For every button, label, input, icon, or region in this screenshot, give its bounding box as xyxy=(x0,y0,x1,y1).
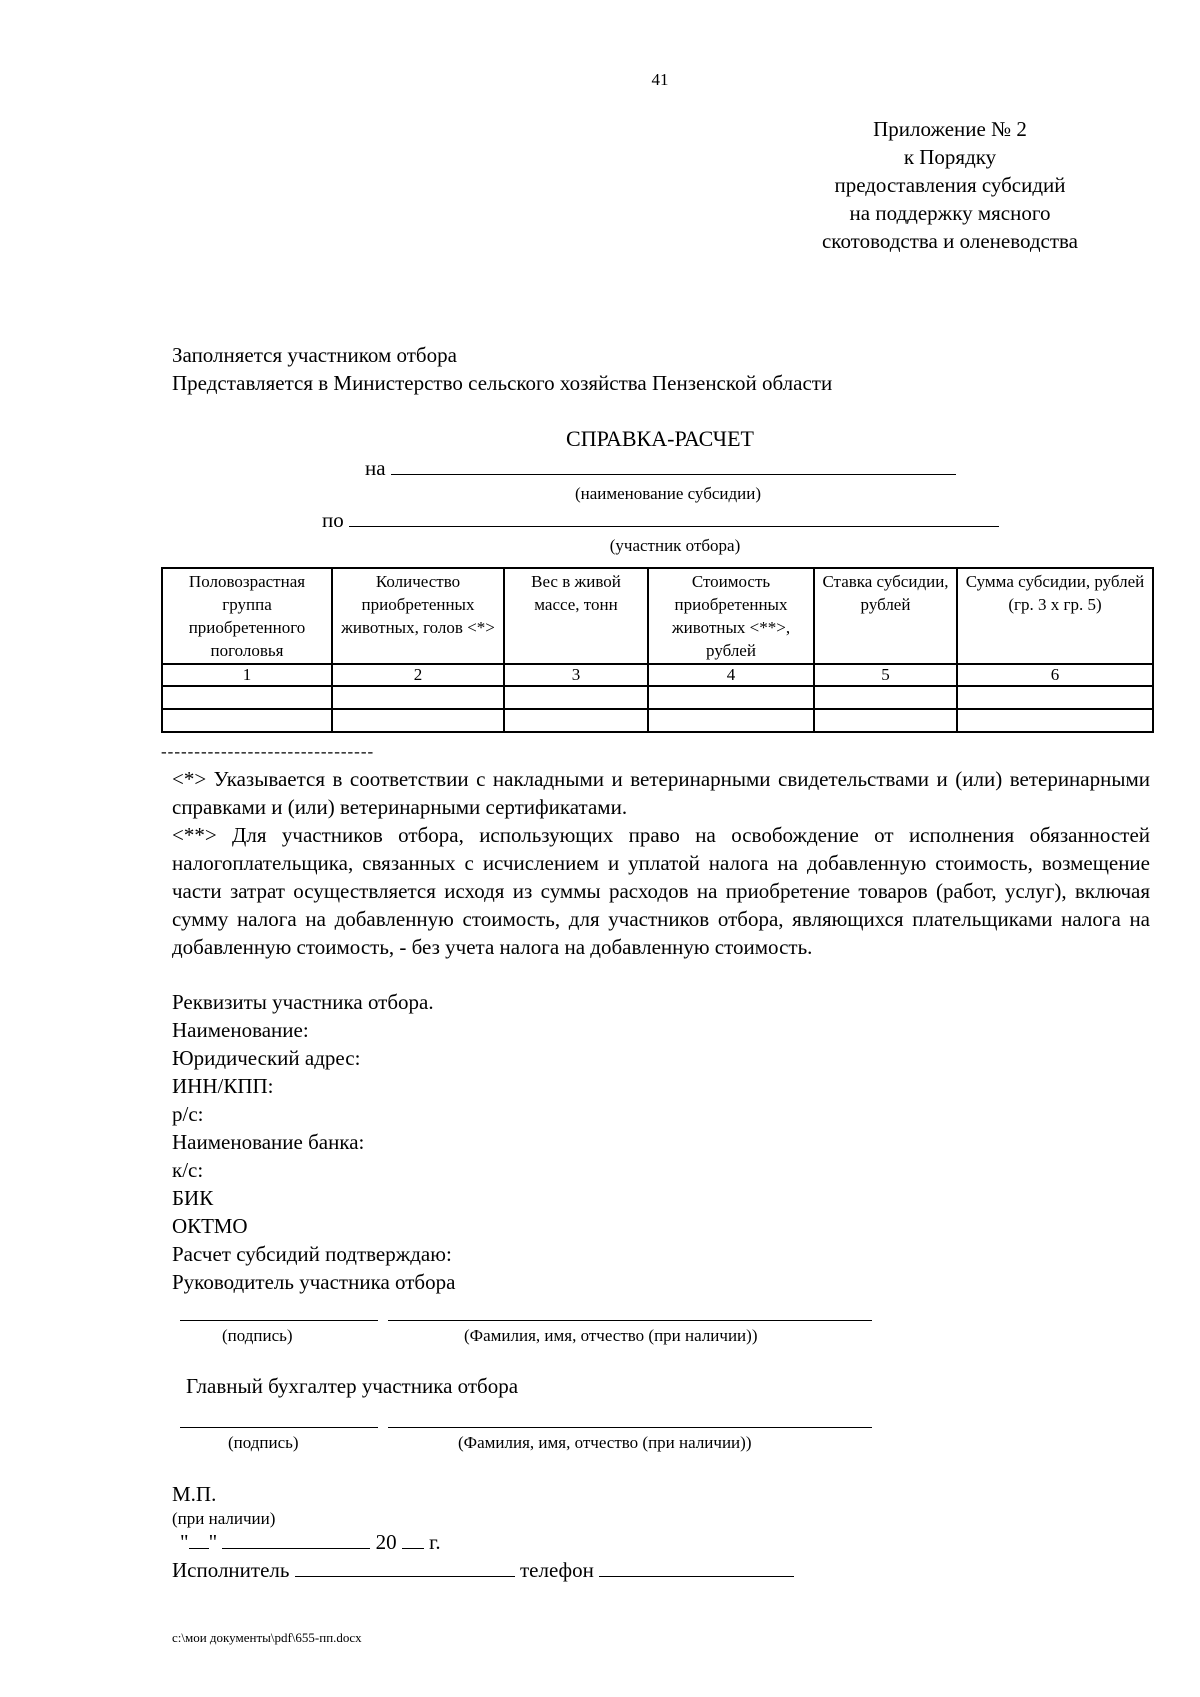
table-cell[interactable] xyxy=(504,686,648,709)
requisite-address: Юридический адрес: xyxy=(172,1046,361,1070)
footnote-1: <*> Указывается в соответствии с накладными и ветеринарными свидетельствами и (или) ветеринарными справками и (или) ветеринарными сертификатами. xyxy=(172,767,1150,819)
phone-label: телефон xyxy=(519,1558,594,1582)
header-cell: Стоимость приобретенных животных <**>, рублей xyxy=(648,568,814,664)
footer-file-path: c:\мои документы\pdf\655-пп.docx xyxy=(172,1630,362,1645)
on-label: на xyxy=(365,456,386,480)
footnote-separator: -------------------------------- xyxy=(161,742,375,761)
date-month-field[interactable] xyxy=(222,1530,370,1549)
table-cell[interactable] xyxy=(332,686,504,709)
intro-submitted-to: Представляется в Министерство сельского хозяйства Пензенской области xyxy=(172,371,833,395)
requisite-inn: ИНН/КПП: xyxy=(172,1074,274,1098)
table-cell[interactable] xyxy=(957,709,1153,732)
confirm-text: Расчет субсидий подтверждаю: xyxy=(172,1242,452,1266)
appendix-line: к Порядку xyxy=(903,145,997,169)
stamp-label: М.П. xyxy=(172,1482,217,1506)
accountant-fio-caption: (Фамилия, имя, отчество (при наличии)) xyxy=(458,1433,752,1452)
header-cell: Сумма субсидии, рублей (гр. 3 х гр. 5) xyxy=(957,568,1153,664)
date-year-prefix: 20 xyxy=(375,1530,397,1554)
requisite-corr: к/с: xyxy=(172,1158,204,1182)
header-cell: Вес в живой массе, тонн xyxy=(504,568,648,664)
head-fio-line[interactable] xyxy=(388,1320,872,1321)
date-quote-close: " xyxy=(208,1530,218,1554)
stamp-note: (при наличии) xyxy=(172,1509,276,1528)
accountant-signature-line[interactable] xyxy=(180,1427,378,1428)
table-cell[interactable] xyxy=(648,686,814,709)
accountant-fio-line[interactable] xyxy=(388,1427,872,1428)
table-cell[interactable] xyxy=(162,709,332,732)
column-number: 5 xyxy=(814,664,957,686)
accountant-sign-caption: (подпись) xyxy=(228,1433,299,1452)
table-row xyxy=(162,686,1153,709)
date-row xyxy=(180,1530,441,1555)
phone-field[interactable] xyxy=(599,1558,794,1577)
date-quote-open: " xyxy=(180,1530,189,1554)
executor-label: Исполнитель xyxy=(172,1558,290,1582)
requisites-heading: Реквизиты участника отбора. xyxy=(172,990,434,1014)
footnote-2: <**> Для участников отбора, использующих право на освобождение от исполнения обязанностей налогоплательщика, связанных с исчислением и уплатой налога на добавленную стоимость, возмещение части затрат осуществляется исходя из суммы расходов на приобретение товаров (работ, услуг), включая сумму налога на добавленную стоимость, для участников отбора, являющихся плательщиками налога на добавленную стоимость, - без учета налога на добавленную стоимость. xyxy=(172,823,1150,959)
intro-filled-by: Заполняется участником отбора xyxy=(172,343,457,367)
requisites-block xyxy=(172,988,455,1296)
requisite-account: р/с: xyxy=(172,1102,204,1126)
accountant-label: Главный бухгалтер участника отбора xyxy=(186,1374,519,1398)
participant-field[interactable] xyxy=(349,508,999,527)
column-number-row xyxy=(162,664,1153,686)
head-signature-line[interactable] xyxy=(180,1320,378,1321)
requisite-oktmo: ОКТМО xyxy=(172,1214,248,1238)
date-year-suffix: г. xyxy=(429,1530,441,1554)
date-day-field[interactable] xyxy=(189,1530,209,1549)
table-header-row xyxy=(162,568,1153,664)
table-cell[interactable] xyxy=(814,709,957,732)
appendix-block xyxy=(770,115,1130,255)
executor-field[interactable] xyxy=(295,1558,515,1577)
footnotes xyxy=(172,765,1150,961)
date-year-field[interactable] xyxy=(402,1530,424,1549)
appendix-line: Приложение № 2 xyxy=(873,117,1027,141)
requisite-bank: Наименование банка: xyxy=(172,1130,365,1154)
document-title: СПРАВКА-РАСЧЕТ xyxy=(566,426,754,451)
page-number: 41 xyxy=(651,70,669,89)
head-label: Руководитель участника отбора xyxy=(172,1270,456,1294)
subsidy-name-caption: (наименование субсидии) xyxy=(574,484,762,503)
subsidy-name-field[interactable] xyxy=(391,456,956,475)
column-number: 6 xyxy=(957,664,1153,686)
subsidy-name-row xyxy=(365,456,956,481)
table-cell[interactable] xyxy=(332,709,504,732)
table-cell[interactable] xyxy=(814,686,957,709)
table-cell[interactable] xyxy=(648,709,814,732)
header-cell: Ставка субсидии, рублей xyxy=(814,568,957,664)
table-row xyxy=(162,709,1153,732)
appendix-line: скотоводства и оленеводства xyxy=(821,229,1079,253)
column-number: 3 xyxy=(504,664,648,686)
participant-caption: (участник отбора) xyxy=(609,536,741,555)
header-cell: Количество приобретенных животных, голов <*> xyxy=(332,568,504,664)
requisite-bik: БИК xyxy=(172,1186,214,1210)
table-cell[interactable] xyxy=(504,709,648,732)
participant-row xyxy=(322,508,999,533)
requisite-name: Наименование: xyxy=(172,1018,309,1042)
by-label: по xyxy=(322,508,344,532)
appendix-line: предоставления субсидий xyxy=(834,173,1066,197)
table-cell[interactable] xyxy=(957,686,1153,709)
column-number: 4 xyxy=(648,664,814,686)
head-fio-caption: (Фамилия, имя, отчество (при наличии)) xyxy=(464,1326,758,1345)
calculation-table xyxy=(161,567,1154,733)
appendix-line: на поддержку мясного xyxy=(849,201,1051,225)
header-cell: Половозрастная группа приобретенного поголовья xyxy=(162,568,332,664)
column-number: 1 xyxy=(162,664,332,686)
column-number: 2 xyxy=(332,664,504,686)
executor-row xyxy=(172,1558,794,1583)
table-cell[interactable] xyxy=(162,686,332,709)
head-sign-caption: (подпись) xyxy=(222,1326,293,1345)
